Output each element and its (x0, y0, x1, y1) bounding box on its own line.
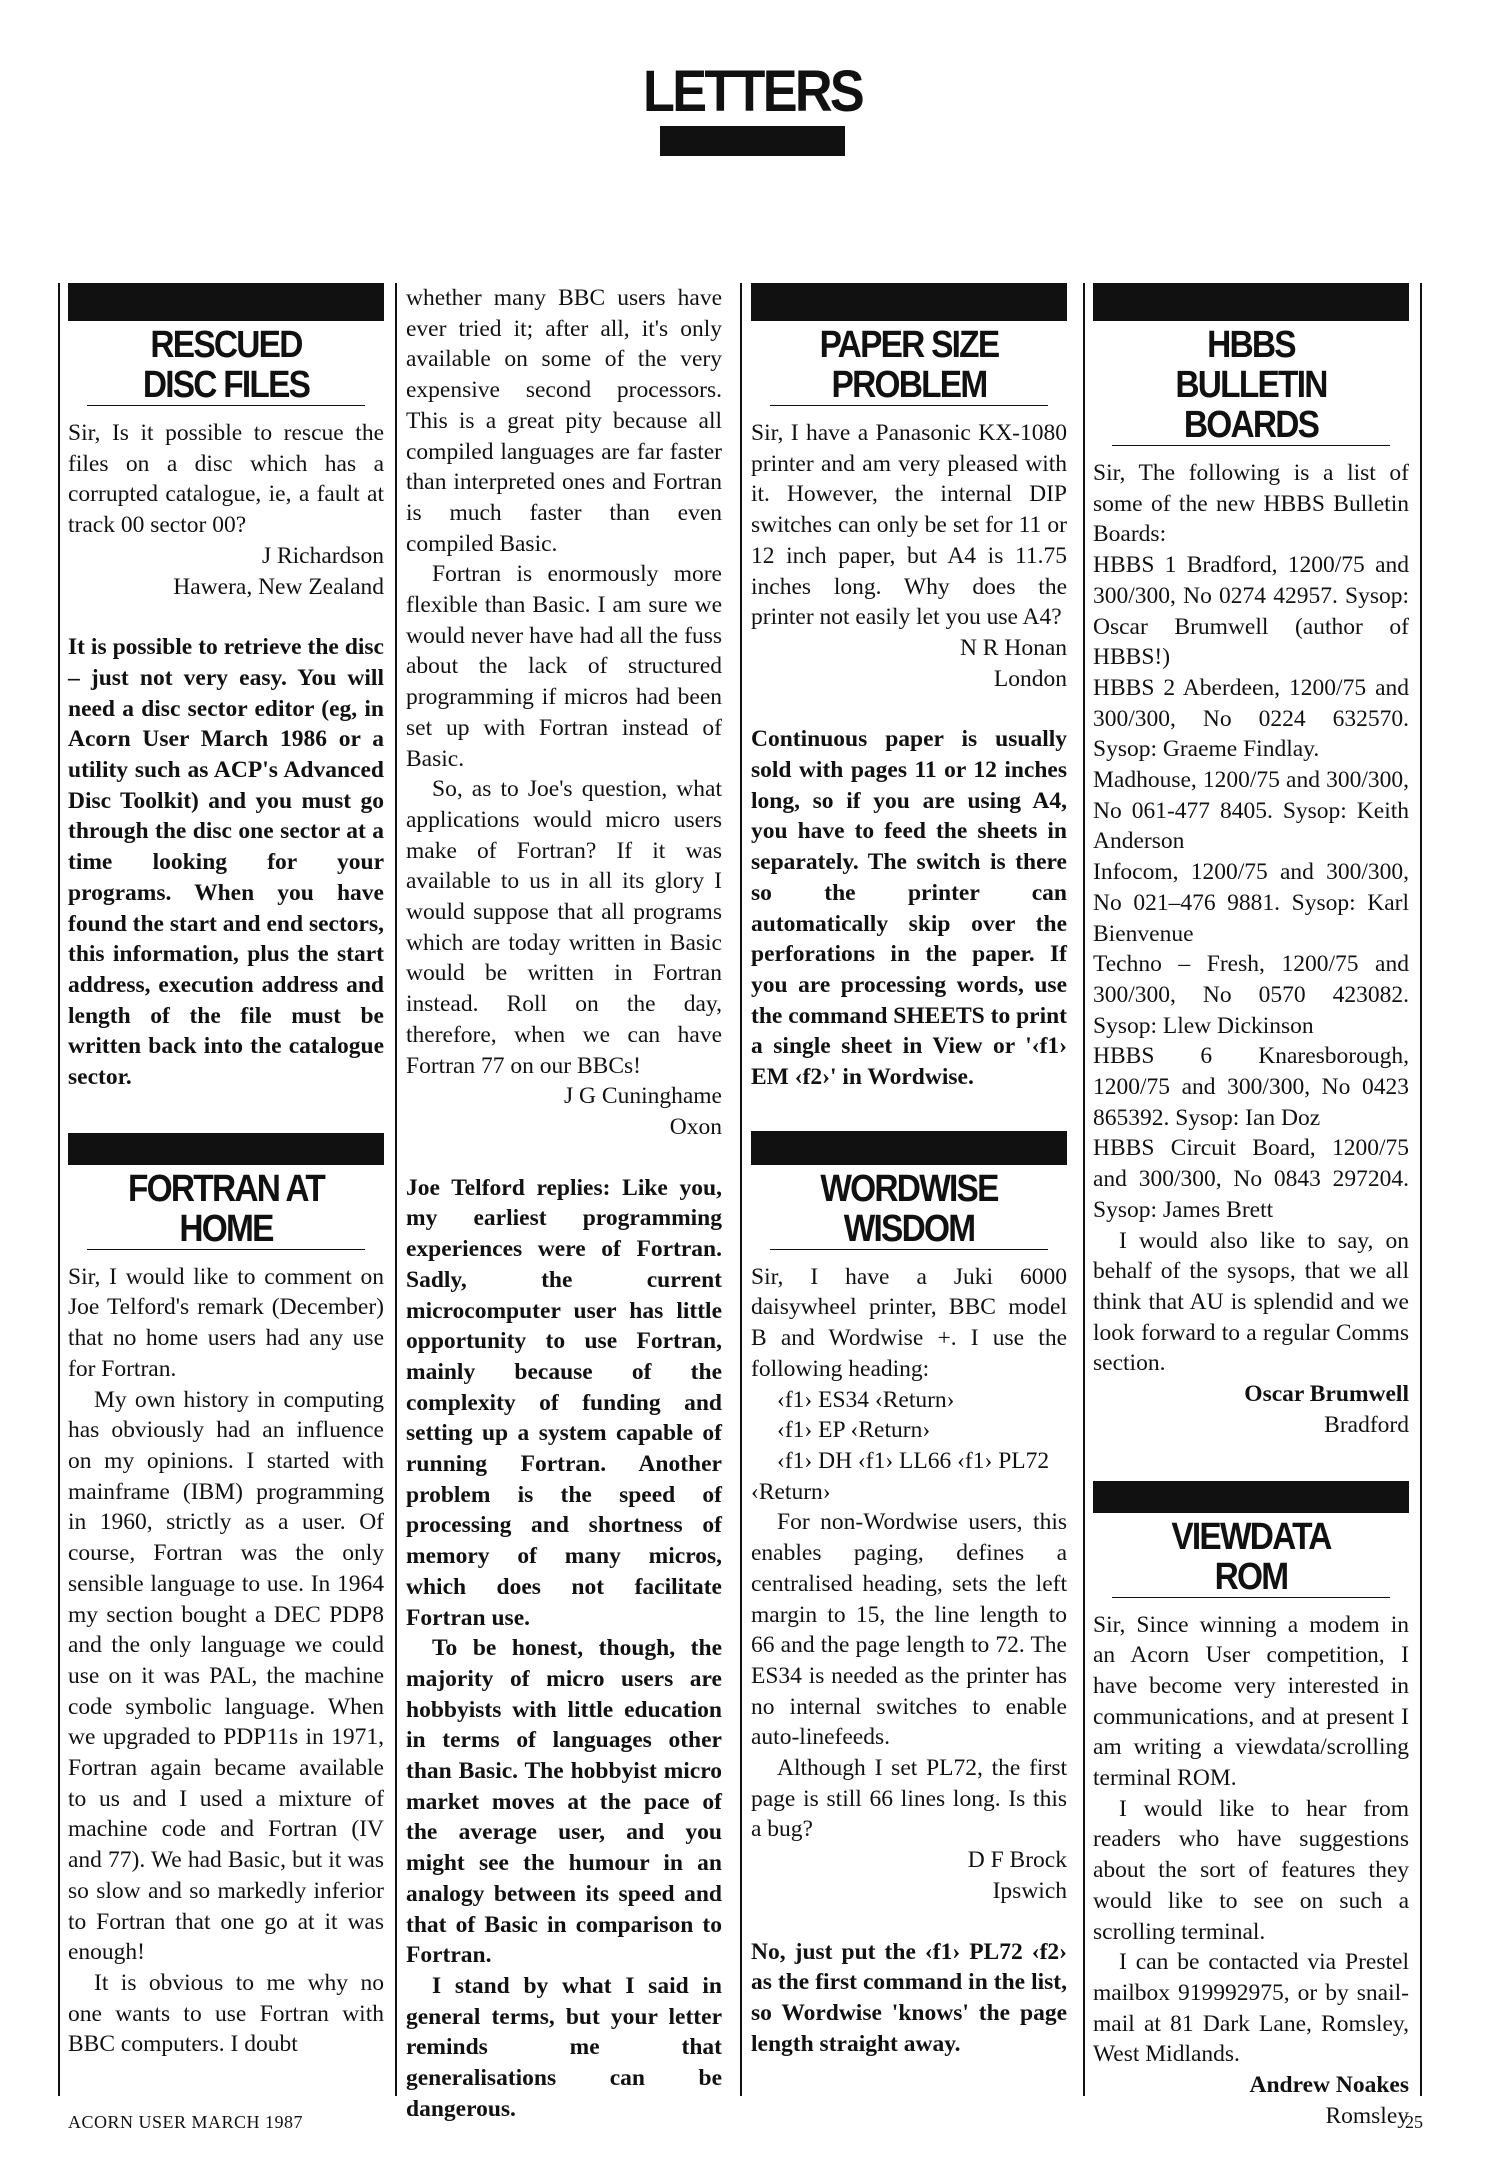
bbs-entry: HBBS Circuit Board, 1200/75 and 300/300, No 0843 297204. Sysop: James Brett (1093, 1135, 1409, 1223)
signature-place: Romsley (1325, 2102, 1409, 2129)
column-rule (740, 283, 742, 2096)
letter-heading-wordwise (751, 1131, 1067, 1250)
column-1 (68, 283, 384, 2060)
letter-body: Sir, Since winning a modem in an Acorn User competition, I have become very interested in communications, and at present I am writing a viewdata/scrolling terminal ROM. (1093, 1611, 1409, 1792)
heading-bar (68, 1133, 384, 1165)
signature-name: Andrew Noakes (1249, 2072, 1409, 2099)
letter-body: Sir, I have a Juki 6000 daisywheel printer, BBC model B and Wordwise +. I use the following heading: (751, 1263, 1067, 1382)
bbs-entry: HBBS 6 Knaresborough, 1200/75 and 300/300, No 0423 865392. Sysop: Ian Doz (1093, 1043, 1409, 1131)
letter-heading-rescued (68, 283, 384, 406)
letter-body: Sir, I have a Panasonic KX-1080 printer and am very pleased with it. However, the internal DIP switches can only be set for 11 or 12 inch paper, but A4 is 11.75 inches long. Why does the printer not easily let you use A4? (751, 420, 1067, 631)
bbs-entry: Infocom, 1200/75 and 300/300, No 021–476 9881. Sysop: Karl Bienvenue (1093, 859, 1409, 947)
letter-body: For non-Wordwise users, this enables paging, defines a centralised heading, sets the left margin to 15, the line length to 66 and the page length to 72. The ES34 is needed as the printer has no internal switches to enable auto-linefeeds. (751, 1509, 1067, 1751)
heading-title: HBBS BULLETIN BOARDS (1112, 321, 1390, 446)
signature-name: N R Honan (959, 634, 1067, 661)
signature-place: Hawera, New Zealand (173, 573, 384, 600)
code-line: ‹f1› ES34 ‹Return› (777, 1386, 955, 1413)
signature-place: Oxon (669, 1113, 722, 1140)
letter-body: Sir, I would like to comment on Joe Telford's remark (December) that no home users had any use for Fortran. (68, 1263, 384, 1382)
editor-reply: It is possible to retrieve the disc – just not very easy. You will need a disc sector editor (eg, in Acorn User March 1986 or a utility such as ACP's Advanced Disc Toolkit) and you must go through the disc one sector at a time looking for your programs. When you have found the start and end sectors, this information, plus the start address, execution address and length of the file must be written back into the catalogue sector. (68, 634, 384, 1091)
column-rule (58, 283, 60, 2096)
heading-bar (1093, 283, 1409, 321)
letter-heading-fortran (68, 1133, 384, 1250)
footer-publication: ACORN USER MARCH 1987 (68, 2112, 304, 2132)
editor-reply: No, just put the ‹f1› PL72 ‹f2› as the first command in the list, so Wordwise 'knows' the page length straight away. (751, 1938, 1067, 2057)
letter-body: Fortran is enormously more flexible than Basic. I am sure we would never have had all the fuss about the lack of structured programming if micros had been set up with Fortran instead of Basic. (406, 561, 722, 772)
column-4 (1093, 283, 1409, 2131)
heading-title: PAPER SIZE PROBLEM (770, 321, 1048, 406)
letter-heading-viewdata (1093, 1481, 1409, 1598)
letter-heading-hbbs (1093, 283, 1409, 446)
letter-body: Although I set PL72, the first page is still 66 lines long. Is this a bug? (751, 1755, 1067, 1843)
masthead (0, 59, 1505, 156)
heading-title: RESCUED DISC FILES (87, 321, 365, 406)
heading-bar (68, 283, 384, 321)
bbs-entry: HBBS 1 Bradford, 1200/75 and 300/300, No 0274 42957. Sysop: Oscar Brumwell (author of HBBS!) (1093, 552, 1409, 671)
signature-name: J Richardson (261, 542, 384, 569)
editor-reply: Joe Telford replies: Like you, my earliest programming experiences were of Fortran. Sadly, the current microcomputer user has little opportunity to use Fortran, mainly because of the complexity of funding and setting up a system capable of running Fortran. Another problem is the speed of processing and shortness of memory of many micros, which does not facilitate Fortran use. (406, 1174, 722, 1631)
letter-body: Sir, The following is a list of some of the new HBBS Bulletin Boards: (1093, 460, 1409, 548)
column-rule (1420, 283, 1422, 2096)
letter-body: My own history in computing has obviously had an influence on my opinions. I started with mainframe (IBM) programming in 1960, strictly as a user. Of course, Fortran was the only sensible language to use. In 1964 my section bought a DEC PDP8 and the only language we could use on it was PAL, the machine code symbolic language. When we upgraded to PDP11s in 1971, Fortran again became available to us and I used a mixture of machine code and Fortran (IV and 77). We had Basic, but it was so slow and so markedly inferior to Fortran that one go at it was enough! (68, 1386, 384, 1966)
bbs-entry: Techno – Fresh, 1200/75 and 300/300, No 0570 423082. Sysop: Llew Dickinson (1093, 951, 1409, 1039)
letter-body: I would also like to say, on behalf of the sysops, that we all think that AU is splendid and we look forward to a regular Comms section. (1093, 1227, 1409, 1377)
code-line: ‹f1› EP ‹Return› (777, 1417, 931, 1444)
column-2 (406, 283, 722, 2124)
column-rule (1083, 283, 1085, 2096)
signature-place: Ipswich (992, 1877, 1067, 1904)
heading-title: VIEWDATA ROM (1112, 1513, 1390, 1598)
bbs-entry: Madhouse, 1200/75 and 300/300, No 061-477 8405. Sysop: Keith Anderson (1093, 767, 1409, 855)
letter-body: Sir, Is it possible to rescue the files on a disc which has a corrupted catalogue, ie, a fault at track 00 sector 00? (68, 420, 384, 539)
letter-body: I can be contacted via Prestel mailbox 919992975, or by snail-mail at 81 Dark Lane, Romsley, West Midlands. (1093, 1949, 1409, 2068)
letter-body: whether many BBC users have ever tried it; after all, it's only available on some of the very expensive second processors. This is a great pity because all compiled languages are far faster than interpreted ones and Fortran is much faster than even compiled Basic. (406, 285, 722, 557)
letter-body: I would like to hear from readers who have suggestions about the sort of features they would like to see on such a scrolling terminal. (1093, 1795, 1409, 1945)
letter-body: So, as to Joe's question, what applications would micro users make of Fortran? If it was available to us in all its glory I would suppose that all programs which are today written in Basic would be written in Fortran instead. Roll on the day, therefore, when we can have Fortran 77 on our BBCs! (406, 776, 722, 1079)
code-line: ‹f1› DH ‹f1› LL66 ‹f1› PL72 ‹Return› (751, 1447, 1050, 1505)
signature-place: Bradford (1324, 1411, 1409, 1438)
heading-bar (751, 283, 1067, 321)
heading-bar (751, 1131, 1067, 1165)
bbs-entry: HBBS 2 Aberdeen, 1200/75 and 300/300, No 0224 632570. Sysop: Graeme Findlay. (1093, 674, 1409, 763)
heading-bar (1093, 1481, 1409, 1513)
letter-heading-paper (751, 283, 1067, 406)
masthead-bar (660, 126, 845, 156)
section-title: LETTERS (643, 59, 862, 124)
heading-title: WORDWISE WISDOM (770, 1165, 1048, 1250)
page-number: 25 (1405, 2112, 1423, 2132)
letter-body: It is obvious to me why no one wants to use Fortran with BBC computers. I doubt (68, 1969, 384, 2058)
signature-name: J G Cuninghame (564, 1083, 722, 1110)
column-3 (751, 283, 1067, 2059)
signature-name: D F Brock (967, 1847, 1067, 1874)
editor-reply: Continuous paper is usually sold with pages 11 or 12 inches long, so if you are using A4, you have to feed the sheets in separately. The switch is there so the printer can automatically skip over the perforations in the paper. If you are processing words, use the command SHEETS to print a single sheet in View or '‹f1› EM ‹f2›' in Wordwise. (751, 726, 1067, 1091)
signature-name: Oscar Brumwell (1244, 1381, 1409, 1408)
editor-reply: To be honest, though, the majority of micro users are hobbyists with little education in terms of languages other than Basic. The hobbyist micro market moves at the pace of the average user, and you might see the humour in an analogy between its speed and that of Basic in comparison to Fortran. (406, 1635, 722, 1969)
signature-place: London (993, 665, 1067, 692)
editor-reply: I stand by what I said in general terms, but your letter reminds me that generalisations can be dangerous. (406, 1972, 722, 2122)
column-rule (395, 283, 397, 2096)
heading-title: FORTRAN AT HOME (87, 1165, 365, 1250)
